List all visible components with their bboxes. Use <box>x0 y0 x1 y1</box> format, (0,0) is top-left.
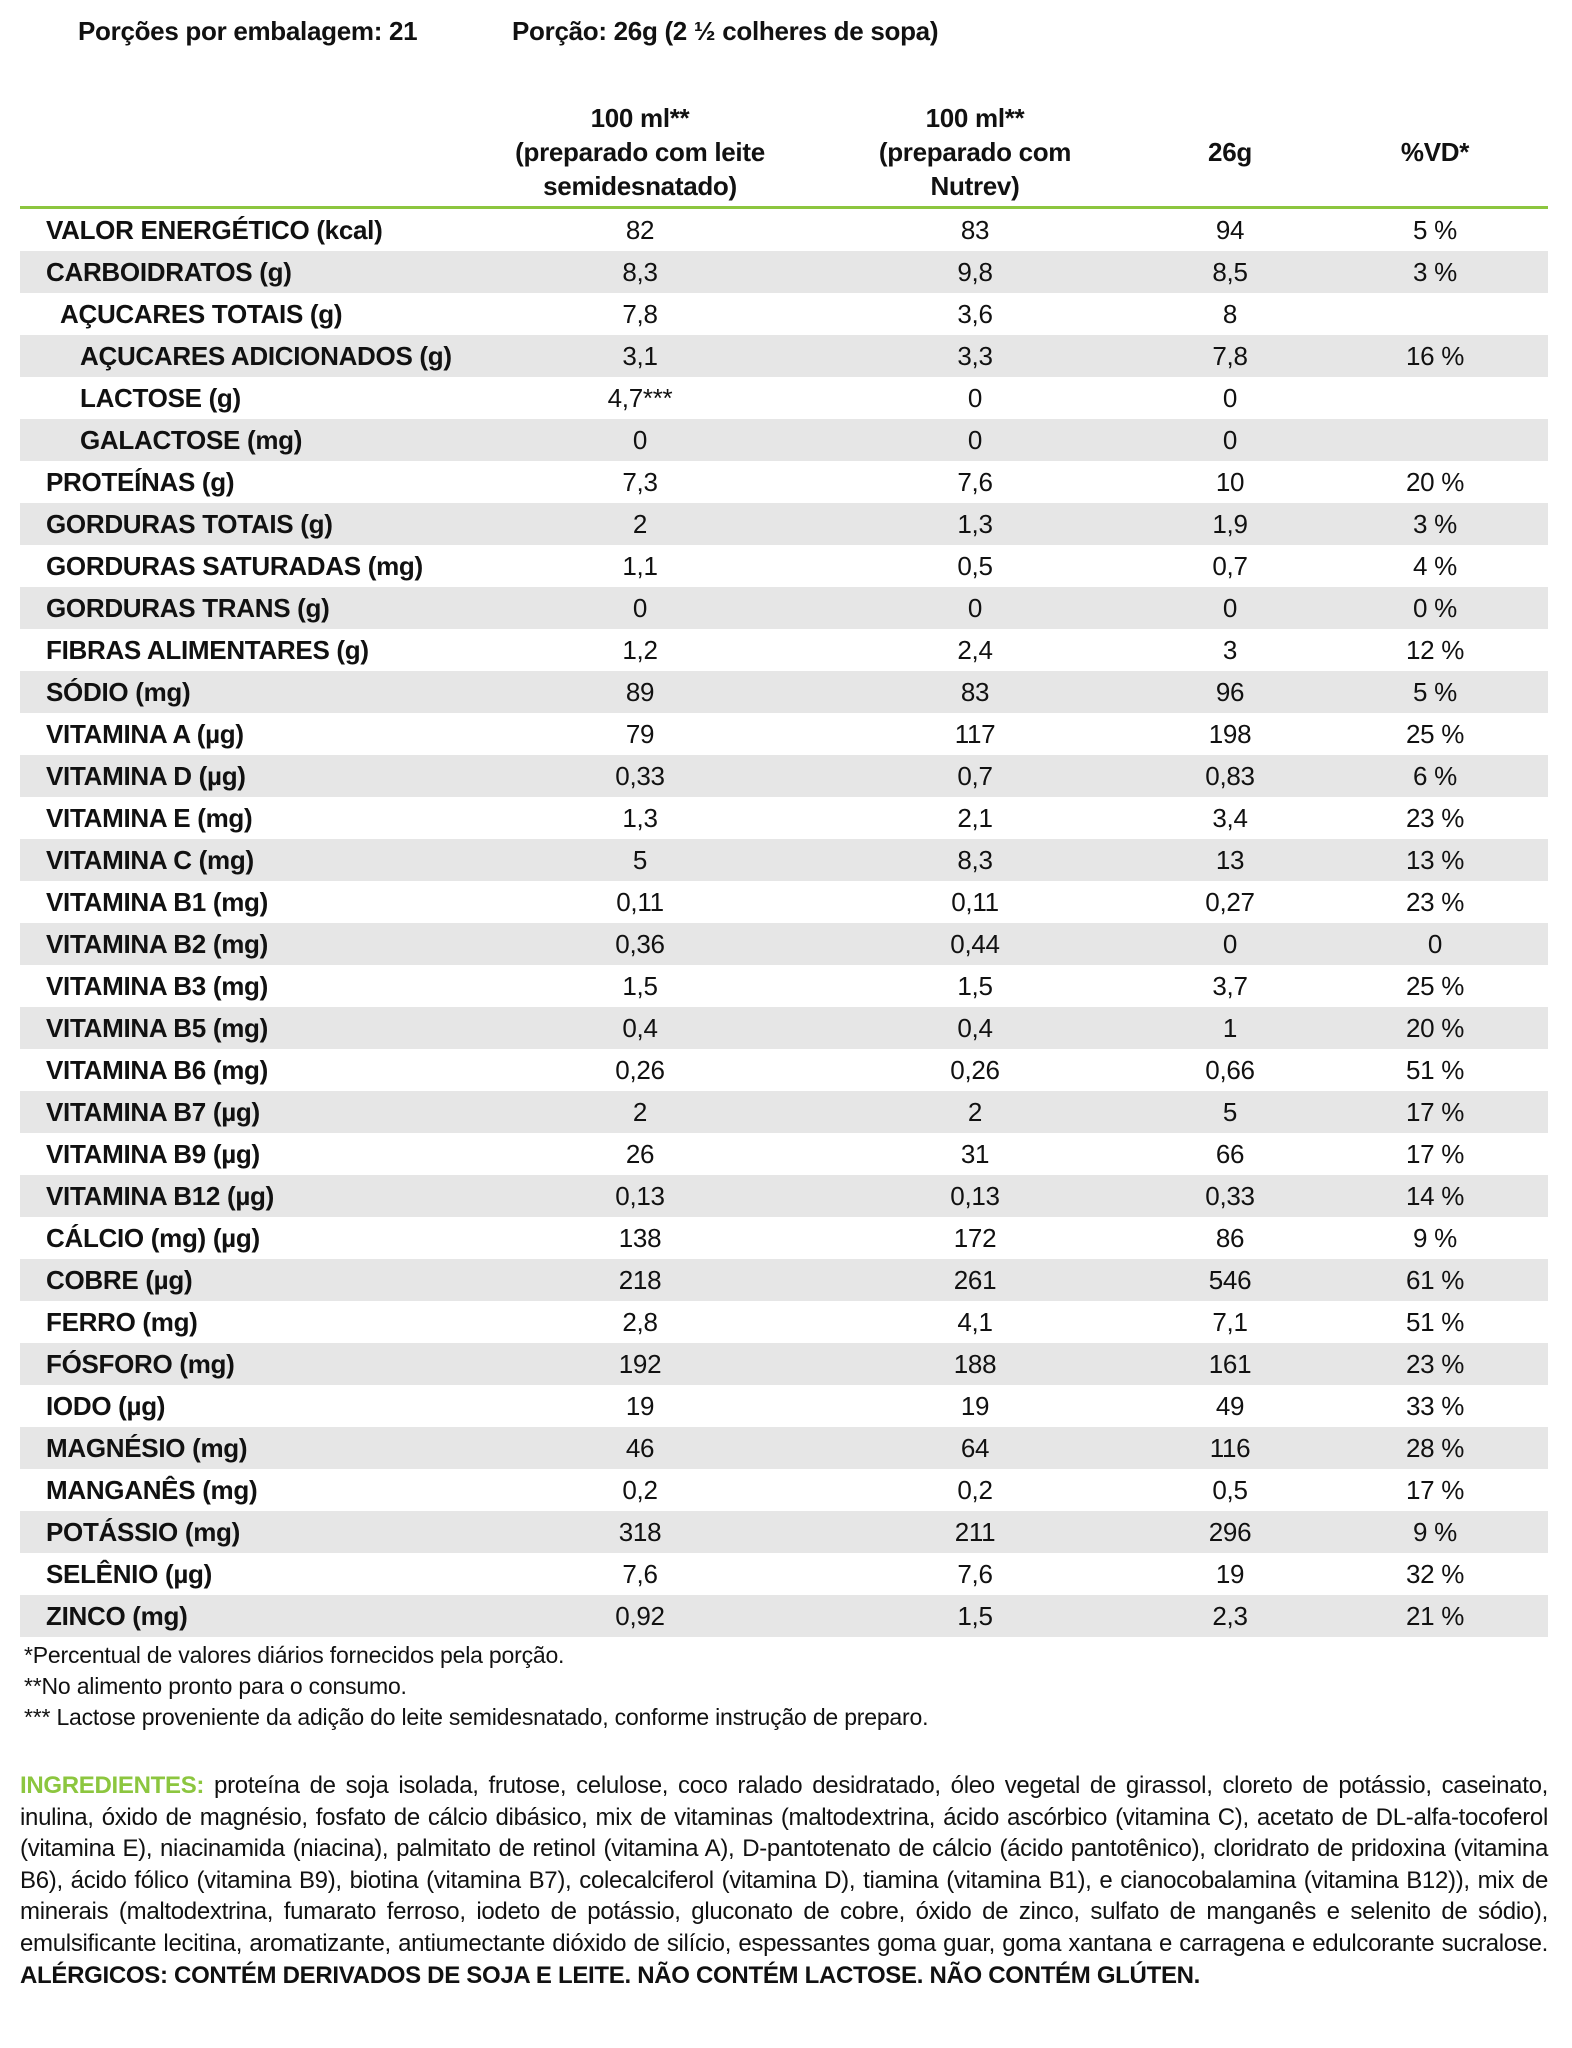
table-row <box>20 545 1548 587</box>
value-daily-percent: 9 % <box>1413 1517 1457 1547</box>
value-daily-percent: 5 % <box>1413 215 1457 245</box>
nutrient-label: FÓSFORO (mg) <box>46 1349 235 1379</box>
value-daily-percent: 17 % <box>1405 1139 1465 1169</box>
nutrient-label: IODO (µg) <box>46 1391 166 1421</box>
value-daily-percent: 16 % <box>1405 341 1465 371</box>
value-milk: 0,92 <box>615 1601 665 1631</box>
value-nutrev: 3,6 <box>957 299 993 329</box>
nutrient-label: VITAMINA B1 (mg) <box>46 887 268 917</box>
value-portion: 116 <box>1209 1433 1251 1463</box>
value-milk: 7,8 <box>622 299 658 329</box>
table-row <box>20 1133 1548 1175</box>
value-daily-percent: 23 % <box>1405 887 1465 917</box>
value-milk: 138 <box>618 1223 662 1253</box>
nutrient-label: GORDURAS TRANS (g) <box>46 593 330 623</box>
value-nutrev: 0,13 <box>950 1181 1000 1211</box>
nutrient-label: PROTEÍNAS (g) <box>46 467 235 497</box>
value-nutrev: 0 <box>967 383 983 413</box>
value-nutrev: 7,6 <box>957 467 993 497</box>
value-daily-percent <box>1360 377 1510 419</box>
nutrient-label: CARBOIDRATOS (g) <box>46 257 292 287</box>
value-portion: 2,3 <box>1212 1601 1248 1631</box>
column-header-nutrev-line2: (preparado com <box>878 137 1072 167</box>
value-nutrev: 2,4 <box>957 635 993 665</box>
value-daily-percent: 33 % <box>1405 1391 1465 1421</box>
ingredients-block <box>20 1770 1548 1991</box>
value-portion: 8,5 <box>1212 257 1248 287</box>
table-row <box>20 965 1548 1007</box>
table-row <box>20 209 1548 251</box>
value-daily-percent: 5 % <box>1413 677 1457 707</box>
table-row <box>20 839 1548 881</box>
nutrient-label: VITAMINA B7 (µg) <box>46 1097 260 1127</box>
footnote-ready-to-eat: **No alimento pronto para o consumo. <box>24 1673 407 1699</box>
value-milk: 0,2 <box>622 1475 658 1505</box>
value-portion: 0,7 <box>1212 551 1248 581</box>
nutrient-label: VITAMINA B12 (µg) <box>46 1181 274 1211</box>
value-nutrev: 261 <box>953 1265 997 1295</box>
value-milk: 7,6 <box>622 1559 658 1589</box>
value-daily-percent: 28 % <box>1405 1433 1465 1463</box>
column-header-portion: 26g <box>1208 137 1252 167</box>
value-nutrev: 83 <box>960 215 990 245</box>
value-nutrev: 0,26 <box>950 1055 1000 1085</box>
value-portion: 161 <box>1208 1349 1252 1379</box>
value-daily-percent <box>1360 419 1510 461</box>
value-nutrev: 9,8 <box>957 257 993 287</box>
table-row <box>20 713 1548 755</box>
nutrient-label: GORDURAS SATURADAS (mg) <box>46 551 423 581</box>
value-milk: 0,36 <box>615 929 665 959</box>
nutrient-label: GALACTOSE (mg) <box>80 425 303 455</box>
value-daily-percent: 3 % <box>1413 509 1457 539</box>
value-milk: 218 <box>618 1265 662 1295</box>
value-milk: 0,4 <box>622 1013 658 1043</box>
serving-info <box>0 16 1572 56</box>
value-daily-percent: 51 % <box>1405 1307 1465 1337</box>
value-milk: 0,11 <box>616 887 664 917</box>
table-row <box>20 461 1548 503</box>
column-header-nutrev-line1: 100 ml** <box>925 103 1025 133</box>
value-daily-percent: 4 % <box>1413 551 1457 581</box>
value-daily-percent: 6 % <box>1413 761 1457 791</box>
table-row <box>20 1007 1548 1049</box>
nutrient-label: POTÁSSIO (mg) <box>46 1517 240 1547</box>
value-daily-percent: 0 <box>1427 929 1443 959</box>
column-header-nutrev-line3: Nutrev) <box>930 171 1020 201</box>
value-nutrev: 1,5 <box>957 1601 993 1631</box>
allergens-text: ALÉRGICOS: CONTÉM DERIVADOS DE SOJA E LEITE. NÃO CONTÉM LACTOSE. NÃO CONTÉM GLÚTEN. <box>20 1961 1201 1989</box>
value-daily-percent: 17 % <box>1405 1475 1465 1505</box>
table-row <box>20 1175 1548 1217</box>
column-header-milk <box>480 98 800 206</box>
value-daily-percent: 9 % <box>1413 1223 1457 1253</box>
value-nutrev: 0,7 <box>957 761 993 791</box>
value-milk: 5 <box>632 845 648 875</box>
value-daily-percent: 25 % <box>1405 719 1465 749</box>
value-nutrev: 31 <box>960 1139 990 1169</box>
value-nutrev: 19 <box>960 1391 990 1421</box>
table-row <box>20 293 1548 335</box>
value-milk: 89 <box>625 677 655 707</box>
portion-size: Porção: 26g (2 ½ colheres de sopa) <box>512 16 939 46</box>
value-daily-percent: 14 % <box>1405 1181 1465 1211</box>
column-header-milk-line2: (preparado com leite <box>515 137 765 167</box>
value-portion: 1,9 <box>1212 509 1248 539</box>
value-nutrev: 2,1 <box>957 803 993 833</box>
value-nutrev: 0,11 <box>951 887 999 917</box>
value-daily-percent: 25 % <box>1405 971 1465 1001</box>
value-milk: 2 <box>632 509 648 539</box>
value-portion: 3 <box>1222 635 1238 665</box>
nutrient-label: SELÊNIO (µg) <box>46 1559 212 1589</box>
value-nutrev: 0 <box>967 425 983 455</box>
value-milk: 0,26 <box>615 1055 665 1085</box>
value-portion: 296 <box>1208 1517 1252 1547</box>
value-daily-percent: 17 % <box>1405 1097 1465 1127</box>
value-portion: 86 <box>1215 1223 1245 1253</box>
value-milk: 2,8 <box>622 1307 658 1337</box>
value-portion: 13 <box>1215 845 1245 875</box>
value-portion: 94 <box>1215 215 1245 245</box>
ingredients-title: INGREDIENTES: <box>20 1772 205 1799</box>
value-portion: 7,8 <box>1212 341 1248 371</box>
value-milk: 1,1 <box>622 551 658 581</box>
nutrient-label: COBRE (µg) <box>46 1265 193 1295</box>
table-row <box>20 1553 1548 1595</box>
nutrient-label: SÓDIO (mg) <box>46 677 191 707</box>
value-portion: 0,83 <box>1205 761 1255 791</box>
footnote-daily-value: *Percentual de valores diários fornecidos pela porção. <box>24 1642 565 1668</box>
value-milk: 1,2 <box>622 635 658 665</box>
table-row <box>20 881 1548 923</box>
nutrient-label: VITAMINA C (mg) <box>46 845 254 875</box>
footnotes <box>24 1640 1544 1733</box>
table-row <box>20 1259 1548 1301</box>
table-row <box>20 503 1548 545</box>
value-portion: 3,4 <box>1212 803 1248 833</box>
nutrition-table <box>20 209 1548 1637</box>
value-nutrev: 83 <box>960 677 990 707</box>
value-daily-percent: 23 % <box>1405 1349 1465 1379</box>
value-portion: 5 <box>1222 1097 1238 1127</box>
value-milk: 0 <box>632 425 648 455</box>
value-nutrev: 188 <box>953 1349 997 1379</box>
nutrient-label: FIBRAS ALIMENTARES (g) <box>46 635 369 665</box>
ingredients-text: proteína de soja isolada, frutose, celulose, coco ralado desidratado, óleo vegetal de girassol, cloreto de potássio, caseinato, inulina, óxido de magnésio, fosfato de cálcio dibásico, mix de vitaminas (maltodextrina, ácido ascórbico (vitamina C), acetato de DL-alfa-tocoferol (vitamina E), niacinamida (niacina), palmitato de retinol (vitamina A), D-pantotenato de cálcio (ácido pantotênico), cloridrato de pridoxina (vitamina B6), ácido fólico (vitamina B9), biotina (vitamina B7), colecalciferol (vitamina D), tiamina (vitamina B1), e cianocobalamina (vitamina B12)), mix de minerais (maltodextrina, fumarato ferroso, iodeto de potássio, gluconato de cobre, óxido de zinco, sulfato de manganês e selenito de sódio), emulsificante lecitina, aromatizante, antiumectante dióxido de silício, espessantes goma guar, goma xantana e carragena e edulcorante sucralose. <box>20 1772 1548 1957</box>
value-portion: 0 <box>1222 425 1238 455</box>
table-row <box>20 335 1548 377</box>
value-daily-percent: 32 % <box>1405 1559 1465 1589</box>
table-row <box>20 1091 1548 1133</box>
value-portion: 10 <box>1215 467 1245 497</box>
value-nutrev: 0,5 <box>957 551 993 581</box>
value-milk: 4,7*** <box>607 383 673 413</box>
value-portion: 0,27 <box>1205 887 1255 917</box>
portions-per-package: Porções por embalagem: 21 <box>78 16 418 46</box>
column-header-milk-line3: semidesnatado) <box>543 171 737 201</box>
nutrient-label: VITAMINA B6 (mg) <box>46 1055 268 1085</box>
value-milk: 0,13 <box>615 1181 665 1211</box>
value-daily-percent: 61 % <box>1405 1265 1465 1295</box>
value-milk: 2 <box>632 1097 648 1127</box>
value-daily-percent: 51 % <box>1405 1055 1465 1085</box>
value-daily-percent: 23 % <box>1405 803 1465 833</box>
table-row <box>20 1385 1548 1427</box>
value-portion: 0,5 <box>1212 1475 1248 1505</box>
table-row <box>20 1217 1548 1259</box>
nutrient-label: FERRO (mg) <box>46 1307 198 1337</box>
nutrient-label: VITAMINA B5 (mg) <box>46 1013 268 1043</box>
nutrient-label: ZINCO (mg) <box>46 1601 188 1631</box>
value-nutrev: 4,1 <box>957 1307 993 1337</box>
value-portion: 8 <box>1222 299 1238 329</box>
table-row <box>20 797 1548 839</box>
value-milk: 1,5 <box>622 971 658 1001</box>
column-header-milk-line1: 100 ml** <box>590 103 690 133</box>
nutrient-label: AÇUCARES TOTAIS (g) <box>60 299 343 329</box>
nutrient-label: GORDURAS TOTAIS (g) <box>46 509 333 539</box>
table-header <box>0 98 1572 206</box>
nutrient-label: VITAMINA B9 (µg) <box>46 1139 260 1169</box>
column-header-nutrev <box>830 98 1120 206</box>
value-daily-percent: 12 % <box>1405 635 1465 665</box>
value-portion: 96 <box>1215 677 1245 707</box>
nutrient-label: VITAMINA E (mg) <box>46 803 253 833</box>
value-nutrev: 0 <box>967 593 983 623</box>
value-daily-percent: 13 % <box>1405 845 1465 875</box>
value-nutrev: 0,4 <box>957 1013 993 1043</box>
table-row <box>20 923 1548 965</box>
table-row <box>20 251 1548 293</box>
value-portion: 1 <box>1222 1013 1238 1043</box>
value-portion: 546 <box>1208 1265 1252 1295</box>
value-milk: 79 <box>625 719 655 749</box>
value-daily-percent: 21 % <box>1405 1601 1465 1631</box>
table-row <box>20 587 1548 629</box>
value-portion: 0,33 <box>1205 1181 1255 1211</box>
value-portion: 0 <box>1222 593 1238 623</box>
value-nutrev: 3,3 <box>957 341 993 371</box>
value-daily-percent <box>1360 293 1510 335</box>
value-nutrev: 1,3 <box>957 509 993 539</box>
nutrient-label: MANGANÊS (mg) <box>46 1475 258 1505</box>
value-milk: 318 <box>618 1517 662 1547</box>
nutrient-label: MAGNÉSIO (mg) <box>46 1433 248 1463</box>
value-nutrev: 8,3 <box>957 845 993 875</box>
table-row <box>20 1301 1548 1343</box>
value-nutrev: 211 <box>954 1517 996 1547</box>
value-portion: 0 <box>1222 929 1238 959</box>
value-milk: 1,3 <box>622 803 658 833</box>
table-row <box>20 1427 1548 1469</box>
nutrient-label: VITAMINA B3 (mg) <box>46 971 268 1001</box>
table-row <box>20 671 1548 713</box>
value-daily-percent: 0 % <box>1413 593 1457 623</box>
table-row <box>20 1469 1548 1511</box>
value-nutrev: 64 <box>960 1433 990 1463</box>
value-portion: 19 <box>1215 1559 1245 1589</box>
value-milk: 8,3 <box>622 257 658 287</box>
value-milk: 19 <box>625 1391 655 1421</box>
value-nutrev: 0,44 <box>950 929 1000 959</box>
table-row <box>20 377 1548 419</box>
value-milk: 192 <box>618 1349 662 1379</box>
value-daily-percent: 3 % <box>1413 257 1457 287</box>
value-portion: 0,66 <box>1205 1055 1255 1085</box>
value-milk: 0 <box>632 593 648 623</box>
value-nutrev: 0,2 <box>957 1475 993 1505</box>
value-milk: 0,33 <box>615 761 665 791</box>
table-row <box>20 1049 1548 1091</box>
table-row <box>20 1595 1548 1637</box>
value-nutrev: 117 <box>954 719 996 749</box>
value-daily-percent: 20 % <box>1405 1013 1465 1043</box>
nutrient-label: VITAMINA D (µg) <box>46 761 246 791</box>
value-nutrev: 172 <box>953 1223 997 1253</box>
value-portion: 7,1 <box>1212 1307 1248 1337</box>
nutrient-label: LACTOSE (g) <box>80 383 241 413</box>
table-row <box>20 629 1548 671</box>
nutrient-label: VITAMINA B2 (mg) <box>46 929 268 959</box>
table-row <box>20 1343 1548 1385</box>
value-milk: 26 <box>625 1139 655 1169</box>
nutrient-label: VITAMINA A (µg) <box>46 719 244 749</box>
value-milk: 7,3 <box>622 467 658 497</box>
column-header-daily-value: %VD* <box>1400 137 1470 167</box>
nutrient-label: CÁLCIO (mg) (µg) <box>46 1223 260 1253</box>
value-daily-percent: 20 % <box>1405 467 1465 497</box>
value-milk: 3,1 <box>622 341 658 371</box>
value-nutrev: 7,6 <box>957 1559 993 1589</box>
value-nutrev: 2 <box>967 1097 983 1127</box>
table-row <box>20 1511 1548 1553</box>
value-portion: 0 <box>1222 383 1238 413</box>
table-row <box>20 755 1548 797</box>
value-portion: 66 <box>1215 1139 1245 1169</box>
nutrient-label: VALOR ENERGÉTICO (kcal) <box>46 215 383 245</box>
table-row <box>20 419 1548 461</box>
value-portion: 3,7 <box>1212 971 1248 1001</box>
value-milk: 46 <box>625 1433 655 1463</box>
value-portion: 49 <box>1215 1391 1245 1421</box>
value-portion: 198 <box>1208 719 1252 749</box>
value-nutrev: 1,5 <box>957 971 993 1001</box>
value-milk: 82 <box>625 215 655 245</box>
nutrient-label: AÇUCARES ADICIONADOS (g) <box>80 341 452 371</box>
footnote-lactose: *** Lactose proveniente da adição do leite semidesnatado, conforme instrução de preparo. <box>24 1704 929 1730</box>
